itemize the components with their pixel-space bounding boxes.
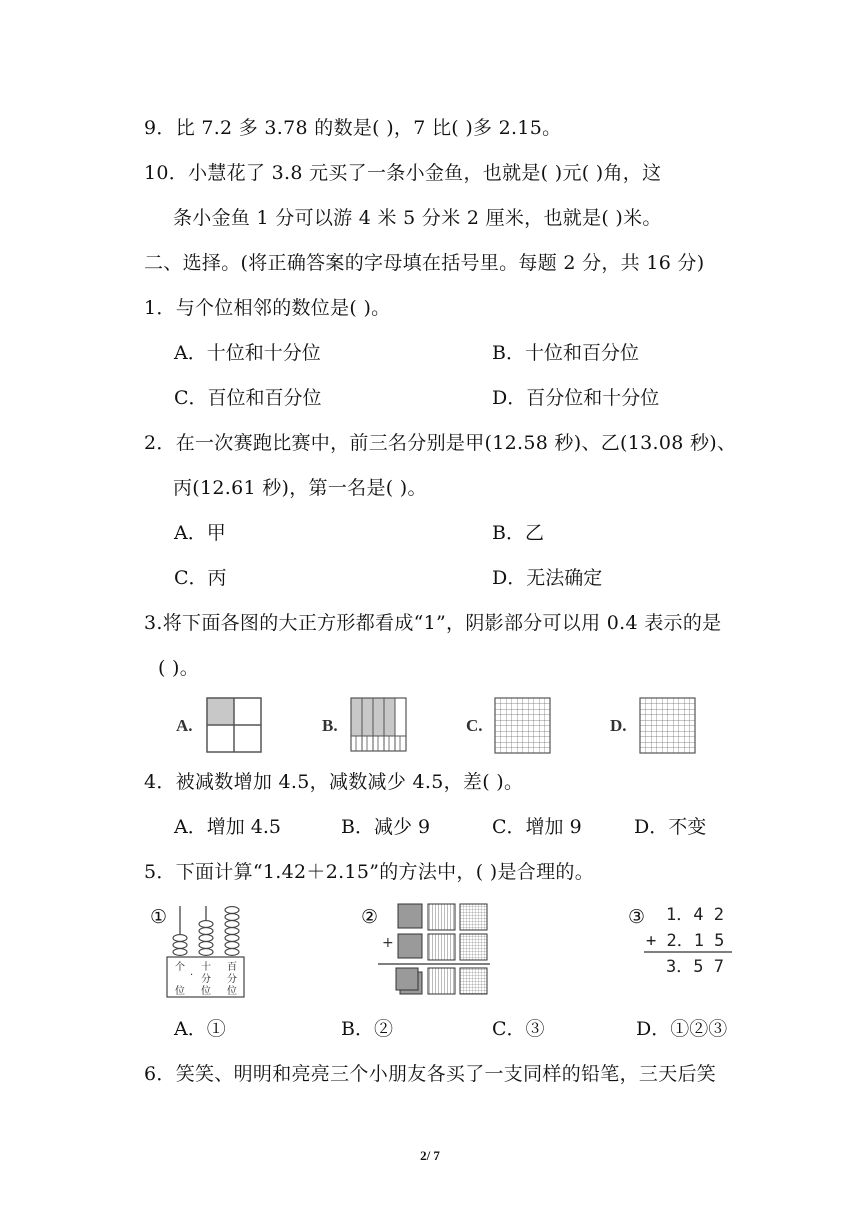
abacus-label-ones-1: 个 [175, 962, 185, 973]
abacus-label-hundredths-2: 分 [227, 974, 237, 985]
page-number: 2/ 7 [420, 1148, 440, 1163]
q4-option-d: D．不变 [634, 816, 707, 838]
abacus-label-ones-2: 位 [175, 986, 185, 997]
q2-option-d: D．无法确定 [492, 567, 603, 589]
q2-option-a: A．甲 [174, 522, 226, 544]
q4-option-a: A．增加 4.5 [174, 816, 281, 838]
choice-question-6: 6．笑笑、明明和亮亮三个小朋友各买了一支同样的铅笔，三天后笑 [144, 1063, 717, 1085]
q5-option-b: B．② [341, 1018, 393, 1040]
q3-label-b: B. [322, 716, 338, 735]
q1-option-c: C．百位和百分位 [174, 387, 322, 409]
choice-question-3-line-2: ( )。 [158, 657, 200, 679]
q1-option-a: A．十位和十分位 [174, 342, 321, 364]
choice-question-3-line-1: 3.将下面各图的大正方形都看成“1”，阴影部分可以用 0.4 表示的是 [144, 612, 722, 634]
q2-option-b: B．乙 [492, 522, 544, 544]
method-2-marker: ② [361, 906, 379, 928]
place-value-blocks-figure [376, 900, 492, 1000]
method-1-marker: ① [150, 906, 168, 928]
method-3-marker: ③ [628, 906, 646, 928]
abacus-figure [166, 904, 246, 1000]
q3-figure-b [350, 697, 408, 753]
q1-option-d: D．百分位和十分位 [492, 387, 660, 409]
q5-option-c: C．③ [492, 1018, 545, 1040]
q3-label-d: D. [610, 716, 627, 735]
q5-option-d: D．①②③ [636, 1018, 728, 1040]
choice-question-4: 4．被减数增加 4.5，减数减少 4.5，差( )。 [144, 771, 524, 793]
abacus-label-tenths-3: 位 [201, 986, 211, 997]
q1-option-b: B．十位和百分位 [492, 342, 639, 364]
question-10-line-1: 10．小慧花了 3.8 元买了一条小金鱼，也就是( )元( )角，这 [144, 162, 662, 184]
abacus-label-hundredths-3: 位 [227, 986, 237, 997]
addend-1: 1．4 2 [666, 905, 724, 925]
choice-question-2-line-1: 2．在一次赛跑比赛中，前三名分别是甲(12.58 秒)、乙(13.08 秒)、 [144, 432, 737, 454]
sum: 3．5 7 [666, 957, 724, 977]
choice-question-1: 1．与个位相邻的数位是( )。 [144, 297, 391, 319]
addend-2: + 2．1 5 [646, 931, 725, 951]
q4-option-c: C．增加 9 [492, 816, 582, 838]
q3-figure-d [639, 697, 696, 754]
abacus-label-tenths-2: 分 [201, 974, 211, 985]
q3-label-c: C. [466, 716, 483, 735]
plus-sign: + [382, 935, 394, 951]
abacus-decimal-dot: · [190, 970, 194, 981]
q3a-shaded-quarter [207, 698, 234, 725]
q5-option-a: A．① [174, 1018, 226, 1040]
q3-label-a: A. [176, 716, 193, 735]
q3-figure-a [206, 697, 262, 753]
choice-question-2-line-2: 丙(12.61 秒)，第一名是( )。 [173, 477, 427, 499]
q2-option-c: C．丙 [174, 567, 227, 589]
question-9: 9．比 7.2 多 3.78 的数是( )，7 比( )多 2.15。 [144, 117, 562, 139]
vertical-addition-figure [640, 900, 736, 980]
q4-option-b: B．减少 9 [341, 816, 431, 838]
abacus-label-tenths-1: 十 [201, 962, 211, 973]
section-heading: 二、选择。(将正确答案的字母填在括号里。每题 2 分，共 16 分) [144, 252, 705, 274]
q3-figure-c [494, 697, 551, 754]
question-10-line-2: 条小金鱼 1 分可以游 4 米 5 分米 2 厘米，也就是( )米。 [173, 207, 662, 229]
choice-question-5: 5．下面计算“1.42＋2.15”的方法中，( )是合理的。 [144, 861, 594, 883]
abacus-label-hundredths-1: 百 [227, 962, 237, 973]
